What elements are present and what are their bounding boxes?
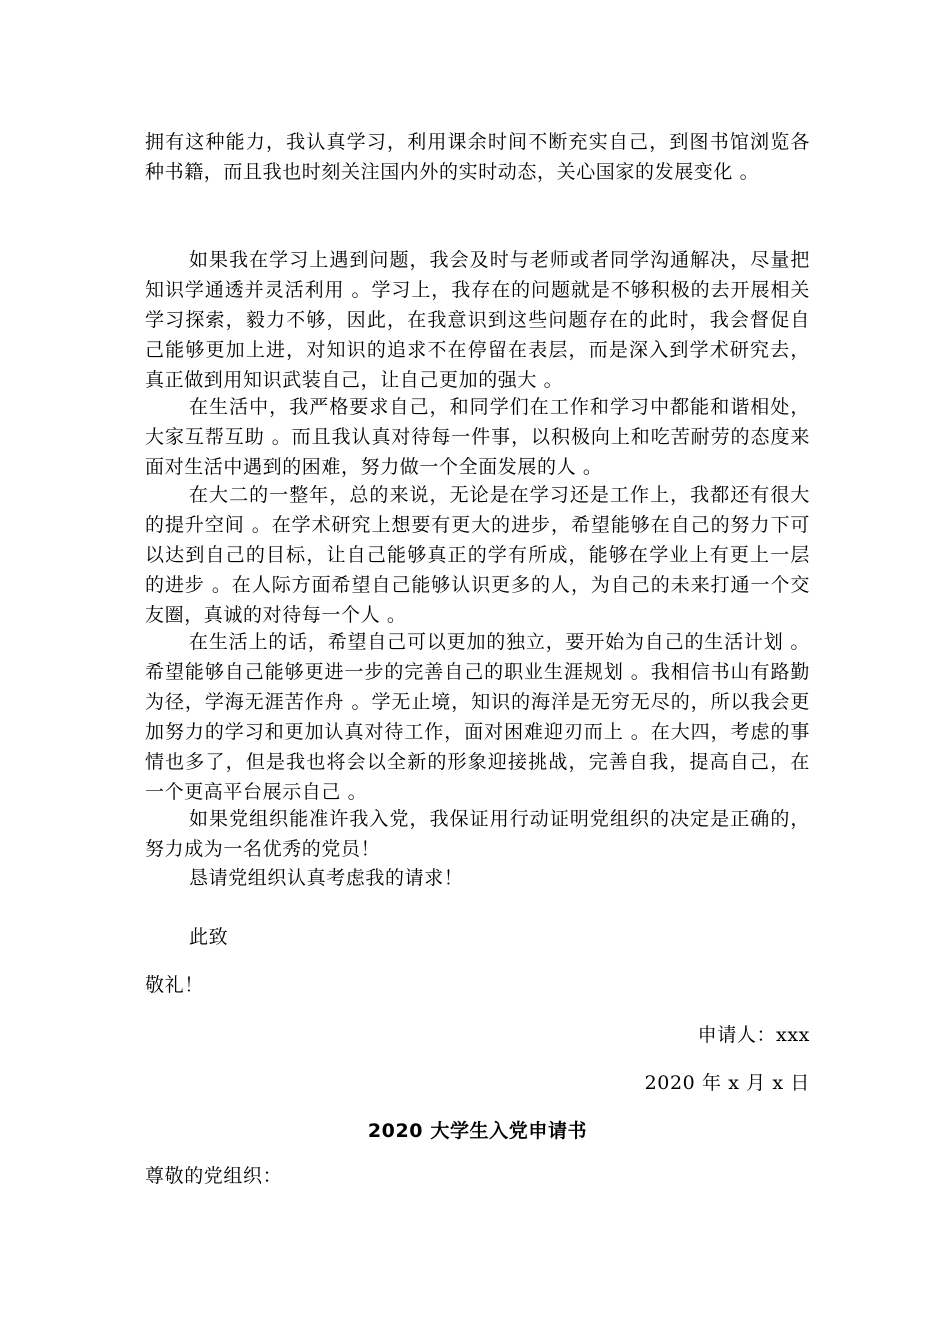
paragraph-study-problems: 如果我在学习上遇到问题，我会及时与老师或者同学沟通解决，尽量把知识学通透并灵活利用 。学习上，我存在的问题就是不够积极的去开展相关学习探索，毅力不够，因此，在我意识到这些问题存在的此时，我会督促自己能够更加上进，对知识的追求不在停留在表层，而是深入到学术研究去，真正做到用知识武装自己，让自己更加的强大 。: [145, 249, 810, 391]
application-date: 2020 年 x 月 x 日: [644, 1072, 810, 1094]
paragraph-sophomore-year: 在大二的一整年，总的来说，无论是在学习还是工作上，我都还有很大的提升空间 。在学术研究上想要有更大的进步，希望能够在自己的努力下可以达到自己的目标，让自己能够真正的学有所成，能够在学业上有更上一层的进步 。在人际方面希望自己能够认识更多的人，为自己的未来打通一个交友圈，真诚的对待每一个人 。: [145, 484, 810, 626]
greeting-text: 尊敬的党组织：: [145, 1165, 283, 1187]
paragraph-life-plans: 在生活上的话，希望自己可以更加的独立，要开始为自己的生活计划 。希望能够自己能够更进一步的完善自己的职业生涯规划 。我相信书山有路勤为径，学海无涯苦作舟 。学无止境，知识的海洋是无穷无尽的，所以我会更加努力的学习和更加认真对待工作，面对困难迎刃而上 。在大四，考虑的事情也多了，但是我也将会以全新的形象迎接挑战，完善自我，提高自己，在一个更高平台展示自己 。: [145, 631, 810, 803]
paragraph-party-promise: 如果党组织能准许我入党，我保证用行动证明党组织的决定是正确的，努力成为一名优秀的党员！: [145, 808, 810, 860]
closing-text: 此致: [189, 926, 229, 948]
paragraph-continuation: 拥有这种能力，我认真学习，利用课余时间不断充实自己，到图书馆浏览各种书籍，而且我也时刻关注国内外的实时动态，关心国家的发展变化 。: [145, 131, 810, 183]
salute-text: 敬礼！: [145, 974, 204, 996]
applicant-signature: 申请人：xxx: [697, 1024, 810, 1046]
paragraph-life-attitude: 在生活中，我严格要求自己，和同学们在工作和学习中都能和谐相处，大家互帮互助 。而且我认真对待每一件事，以积极向上和吃苦耐劳的态度来面对生活中遇到的困难，努力做一个全面发展的人 。: [145, 396, 810, 478]
paragraph-request: 恳请党组织认真考虑我的请求！: [189, 867, 464, 889]
document-title: 2020 大学生入党申请书: [367, 1120, 588, 1142]
